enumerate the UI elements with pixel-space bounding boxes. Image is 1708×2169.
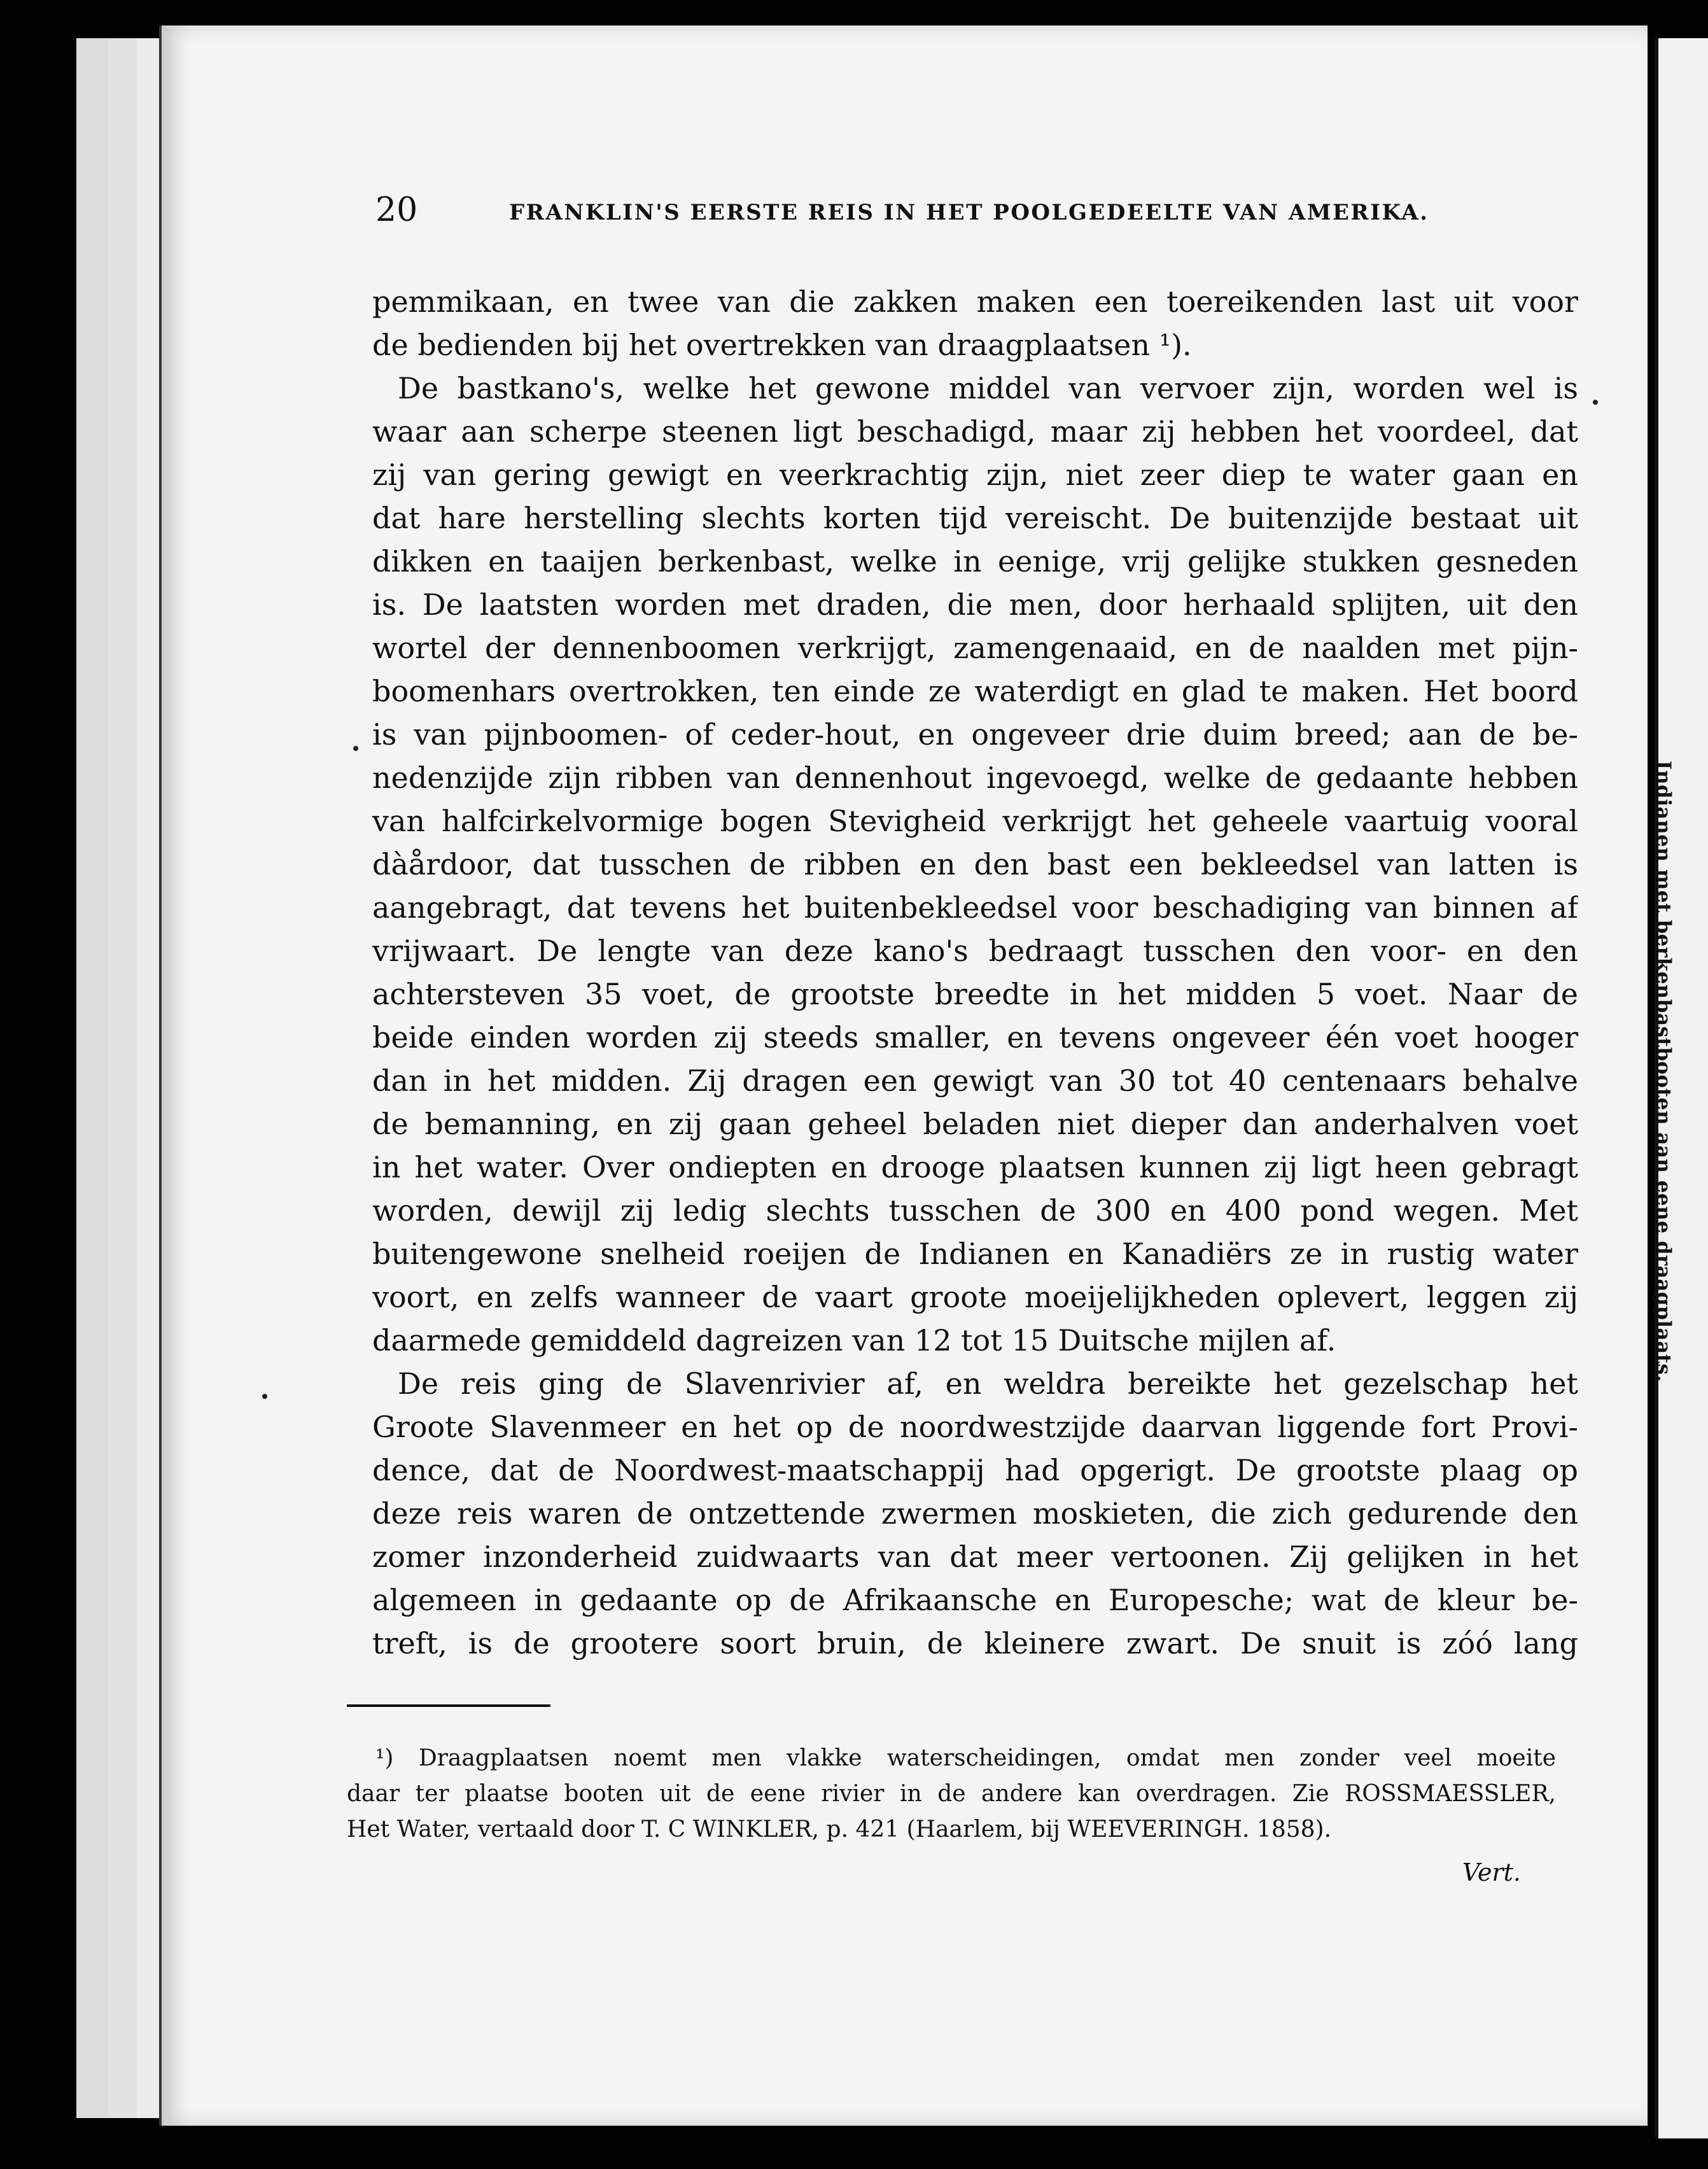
ink-speck bbox=[262, 1394, 267, 1399]
page-number: 20 bbox=[375, 191, 418, 229]
footnote-line: daar ter plaatse booten uit de eene rivier in de andere kan overdragen. Zie ROSSMAESSLER, bbox=[347, 1781, 1556, 1807]
text-line: De reis ging de Slavenrivier af, en weldra bereikte het gezelschap het bbox=[398, 1366, 1578, 1401]
text-line: zomer inzonderheid zuidwaarts van dat meer vertoonen. Zij gelijken in het bbox=[372, 1540, 1578, 1574]
footnote-line: ¹) Draagplaatsen noemt men vlakke waterscheidingen, omdat men zonder veel moeite bbox=[375, 1745, 1556, 1771]
text-line: beide einden worden zij steeds smaller, en tevens ongeveer één voet hooger bbox=[372, 1020, 1578, 1055]
text-line: De bastkano's, welke het gewone middel van vervoer zijn, worden wel is bbox=[398, 371, 1578, 405]
running-head: FRANKLIN'S EERSTE REIS IN HET POOLGEDEELTE VAN AMERIKA. bbox=[509, 200, 1429, 225]
text-line: de bemanning, en zij gaan geheel beladen niet dieper dan anderhalven voet bbox=[372, 1107, 1578, 1141]
text-line: Groote Slavenmeer en het op de noordwestzijde daarvan liggende fort Provi- bbox=[372, 1410, 1578, 1444]
text-line: deze reis waren de ontzettende zwermen moskieten, die zich gedurende den bbox=[372, 1496, 1578, 1531]
text-line: worden, dewijl zij ledig slechts tusschen de 300 en 400 pond wegen. Met bbox=[372, 1193, 1578, 1228]
text-line: is. De laatsten worden met draden, die men, door herhaald splijten, uit den bbox=[372, 587, 1578, 622]
text-line: aangebragt, dat tevens het buitenbekleedsel voor beschadiging van binnen af bbox=[372, 890, 1578, 925]
footnote-signature: Vert. bbox=[1462, 1858, 1521, 1886]
text-line: waar aan scherpe steenen ligt beschadigd, maar zij hebben het voordeel, dat bbox=[372, 414, 1578, 449]
ink-speck bbox=[1593, 400, 1598, 405]
text-line: treft, is de grootere soort bruin, de kleinere zwart. De snuit is zóó lang bbox=[372, 1626, 1578, 1660]
body-text bbox=[372, 280, 1578, 1665]
footnote-line: Het Water, vertaald door T. C WINKLER, p. 421 (Haarlem, bij WEEVERINGH. 1858). bbox=[347, 1816, 1332, 1843]
text-line: is van pijnboomen- of ceder-hout, en ongeveer drie duim breed; aan de be- bbox=[372, 717, 1578, 752]
text-line: van halfcirkelvormige bogen Stevigheid verkrijgt het geheele vaartuig vooral bbox=[372, 804, 1578, 838]
text-line: dikken en taaijen berkenbast, welke in eenige, vrij gelijke stukken gesneden bbox=[372, 544, 1578, 579]
footnote-rule bbox=[347, 1704, 550, 1707]
text-line: achtersteven 35 voet, de grootste breedte in het midden 5 voet. Naar de bbox=[372, 977, 1578, 1011]
text-line: dàårdoor, dat tusschen de ribben en den bast een bekleedsel van latten is bbox=[372, 847, 1578, 881]
text-line: dat hare herstelling slechts korten tijd vereischt. De buitenzijde bestaat uit bbox=[372, 501, 1578, 535]
text-line: algemeen in gedaante op de Afrikaansche en Europesche; wat de kleur be- bbox=[372, 1583, 1578, 1617]
page-header bbox=[375, 191, 1559, 235]
text-line: zij van gering gewigt en veerkrachtig zijn, niet zeer diep te water gaan en bbox=[372, 458, 1578, 492]
text-line: vrijwaart. De lengte van deze kano's bedraagt tusschen den voor- en den bbox=[372, 934, 1578, 968]
text-line: boomenhars overtrokken, ten einde ze waterdigt en glad te maken. Het boord bbox=[372, 674, 1578, 708]
text-line: dence, dat de Noordwest-maatschappij had opgerigt. De grootste plaag op bbox=[372, 1453, 1578, 1487]
text-line: de bedienden bij het overtrekken van draagplaatsen ¹). bbox=[372, 328, 1192, 362]
text-line: in het water. Over ondiepten en drooge plaatsen kunnen zij ligt heen gebragt bbox=[372, 1150, 1578, 1184]
text-line: wortel der dennenboomen verkrijgt, zamengenaaid, en de naalden met pijn- bbox=[372, 631, 1578, 665]
text-line: pemmikaan, en twee van die zakken maken een toereikenden last uit voor bbox=[372, 284, 1578, 319]
text-line: daarmede gemiddeld dagreizen van 12 tot 15 Duitsche mijlen af. bbox=[372, 1323, 1336, 1358]
facing-page-caption: Indianen met berkenbastbooten aan eene draagplaats. bbox=[1652, 761, 1675, 1382]
ink-speck bbox=[353, 746, 358, 751]
footnote bbox=[347, 1741, 1556, 1848]
text-line: buitengewone snelheid roeijen de Indianen en Kanadiërs ze in rustig water bbox=[372, 1237, 1578, 1271]
text-line: dan in het midden. Zij dragen een gewigt van 30 tot 40 centenaars behalve bbox=[372, 1063, 1578, 1098]
text-line: voort, en zelfs wanneer de vaart groote moeijelijkheden oplevert, leggen zij bbox=[372, 1280, 1578, 1314]
text-line: nedenzijde zijn ribben van dennenhout ingevoegd, welke de gedaante hebben bbox=[372, 761, 1578, 795]
